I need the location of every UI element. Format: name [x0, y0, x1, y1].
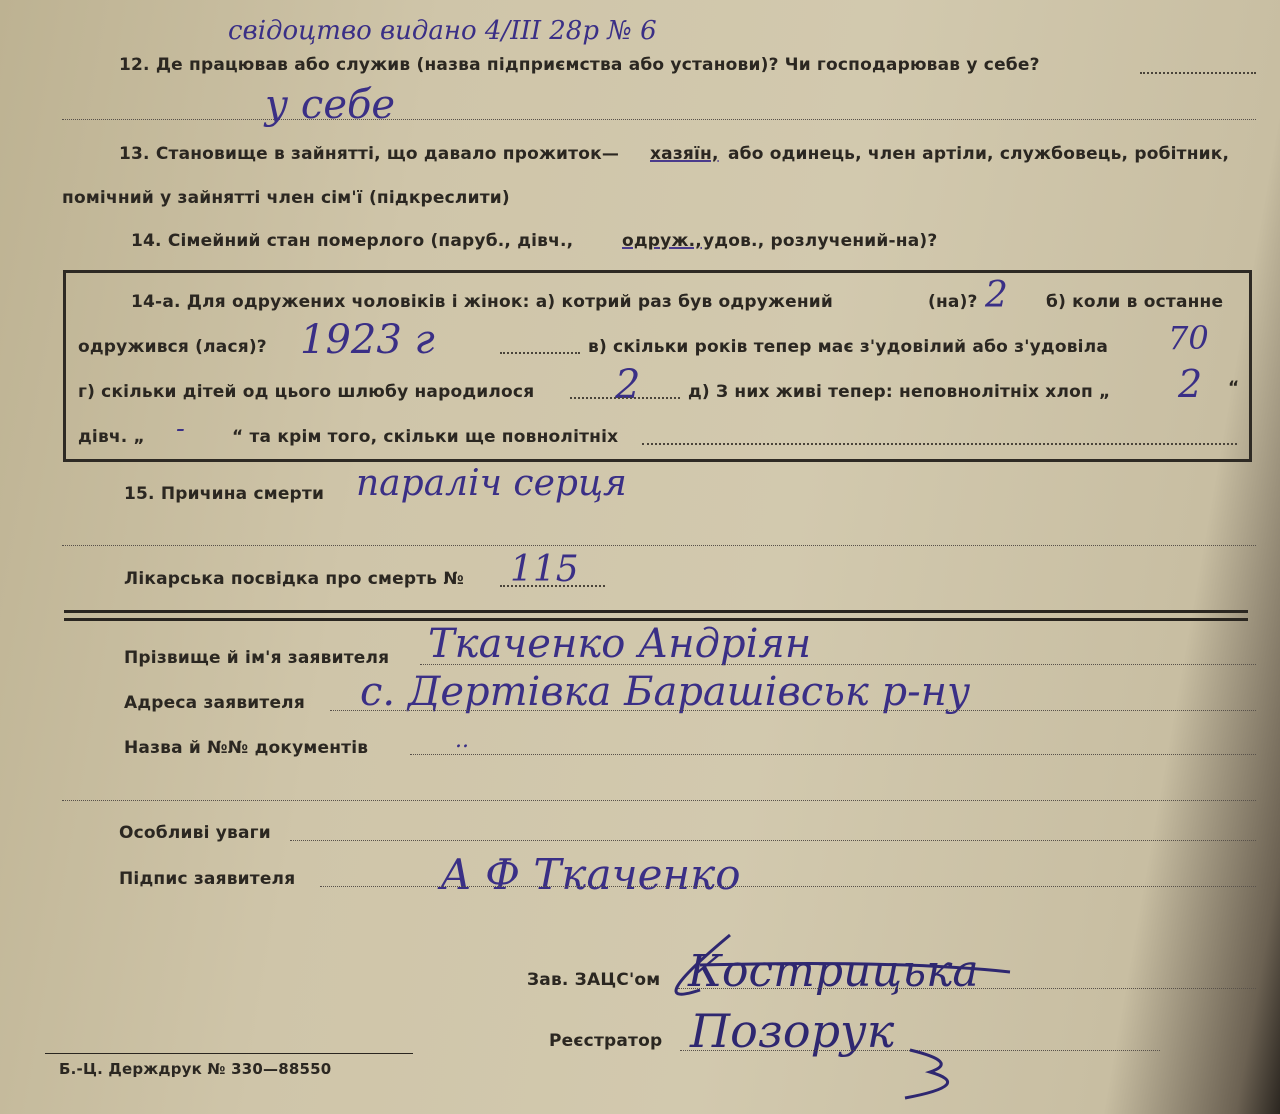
zags-head-line [678, 988, 1256, 989]
q14a-children-line [570, 397, 680, 399]
documents-label: Назва й №№ документів [124, 738, 369, 758]
q14a-times-married: 2 [985, 275, 1008, 316]
q14a-line1-b: (на)? [928, 292, 978, 312]
registrar-signature: Позорук [690, 1004, 895, 1058]
printer-imprint: Б.-Ц. Держдрук № 330—88550 [59, 1060, 332, 1078]
separator-top [64, 610, 1248, 613]
q14a-marriage-year: 1923 г [300, 317, 435, 363]
q14a-line2-b: в) скільки років тепер має з'удовілий або з'удовіла [588, 337, 1109, 357]
certificate-line [500, 585, 605, 587]
q14a-boys-count: 2 [1178, 362, 1203, 406]
registrar-line [680, 1050, 1160, 1051]
applicant-signature: А Ф Ткаченко [440, 850, 741, 899]
documents-line [410, 754, 1256, 755]
q12-line-end [1140, 72, 1256, 74]
footer-rule [45, 1053, 413, 1054]
q14a-age: 70 [1168, 319, 1209, 357]
q13-label-part2: або одинець, член артіли, службовець, робітник, [728, 144, 1230, 164]
q15-second-line [62, 545, 1256, 546]
applicant-name-value: Ткаченко Андріян [428, 621, 812, 667]
documents-value: .. [455, 728, 469, 753]
q14a-line3-a: г) скільки дітей од цього шлюбу народилося [78, 382, 535, 402]
documents-line-2 [62, 800, 1256, 801]
q14-label-part2: удов., розлучений-на)? [703, 231, 938, 251]
applicant-name-label: Прізвище й ім'я заявителя [124, 648, 390, 668]
applicant-address-value: с. Дертівка Барашівськ р-ну [360, 669, 971, 715]
q14a-line4-b: “ та крім того, скільки ще повнолітніх [232, 427, 619, 447]
q13-label-part1: 13. Становище в зайнятті, що давало прожиток— [119, 144, 620, 164]
q14a-girls-count: - [176, 414, 185, 444]
q12-label: 12. Де працював або служив (назва підприємства або установи)? Чи господарював у себе? [119, 55, 1040, 75]
q14a-line3-c: “ [1228, 378, 1240, 398]
q13-label-line2: помічний у зайнятті член сім'ї (підкреслити) [62, 188, 510, 208]
applicant-signature-line [320, 886, 1256, 887]
zags-head-signature: Кострицька [688, 946, 979, 997]
q13-selected-option: хазяїн, [650, 144, 719, 164]
q12-answer: у себе [265, 82, 396, 128]
applicant-address-line [330, 710, 1256, 711]
zags-head-label: Зав. ЗАЦС'ом [527, 970, 661, 990]
q14a-line1-c: б) коли в останне [1046, 292, 1224, 312]
applicant-address-label: Адреса заявителя [124, 693, 305, 713]
q12-answer-line [62, 119, 1256, 120]
q14a-line3-b: д) З них живі тепер: неповнолітніх хлоп „ [688, 382, 1111, 402]
certificate-number: 115 [510, 549, 579, 590]
q14a-line4-a: дівч. „ [78, 427, 145, 447]
q14a-line2-a: одружився (лася)? [78, 337, 267, 357]
q14a-line1-a: 14-а. Для одружених чоловіків і жінок: а) котрий раз був одружений [131, 292, 833, 312]
q14a-adults-line [642, 443, 1237, 445]
q15-answer: параліч серця [356, 463, 627, 504]
q15-label: 15. Причина смерти [124, 484, 325, 504]
applicant-name-line [420, 664, 1256, 665]
certificate-issued-note: свідоцтво видано 4/ІІІ 28р № 6 [228, 16, 657, 46]
certificate-label: Лікарська посвідка про смерть № [124, 569, 464, 589]
registrar-signature-flourish [0, 0, 1, 1]
special-notes-line [290, 840, 1256, 841]
q14-label-part1: 14. Сімейний стан померлого (паруб., дівч., [131, 231, 574, 251]
registrar-label: Реєстратор [549, 1031, 663, 1051]
q14a-children-count: 2 [615, 362, 641, 408]
applicant-signature-label: Підпис заявителя [119, 869, 296, 889]
q14a-year-line [500, 352, 580, 354]
q14-selected-option: одруж., [622, 231, 702, 251]
special-notes-label: Особливі уваги [119, 823, 271, 843]
